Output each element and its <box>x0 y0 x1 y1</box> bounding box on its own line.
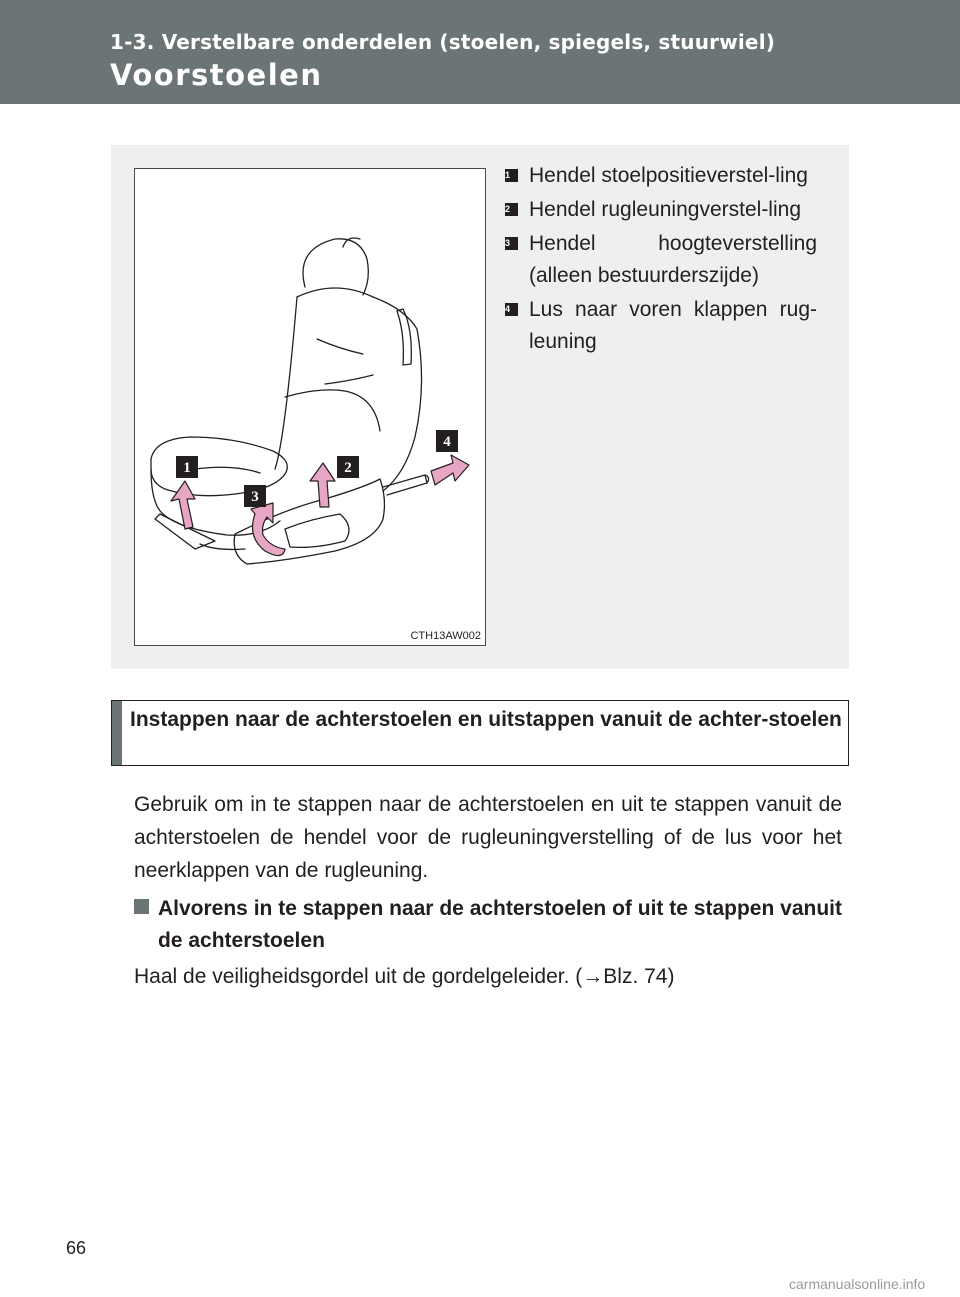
page-header <box>0 0 960 104</box>
seat-drawing <box>135 169 485 645</box>
callout-4-label: 4 <box>443 434 451 450</box>
legend-label: Hendel hoogteverstelling (alleen bestuurderszijde) <box>529 232 817 287</box>
legend-number: 4 <box>505 303 518 316</box>
seat-cushion-top <box>151 437 287 496</box>
section-title: 1-3. Verstelbare onderdelen (stoelen, spiegels, stuurwiel) <box>110 30 776 54</box>
recline-lever <box>383 475 427 495</box>
watermark: carmanualsonline.info <box>789 1276 926 1292</box>
seat-back-left-edge <box>275 297 297 469</box>
legend-item <box>505 294 817 358</box>
legend-item <box>505 194 817 226</box>
seat-illustration <box>134 168 486 646</box>
legend-number: 1 <box>505 169 518 182</box>
callout-1-label: 1 <box>183 460 191 476</box>
lever-pocket <box>285 514 349 547</box>
callout-3-label: 3 <box>251 489 259 505</box>
reference-paragraph: Haal de veiligheidsgordel uit de gordelgeleider. (→Blz. 74) <box>134 965 675 988</box>
bullet-heading <box>134 893 842 957</box>
legend-label: Hendel stoelpositieverstel-ling <box>529 164 808 187</box>
square-bullet-icon <box>134 899 149 914</box>
arrow-2-recline <box>310 463 335 507</box>
subsection-title: Instappen naar de achterstoelen en uitstappen vanuit de achter-stoelen <box>130 708 842 731</box>
legend-number: 2 <box>505 203 518 216</box>
legend-label: Lus naar voren klappen rug-leuning <box>529 298 817 353</box>
body-paragraph: Gebruik om in te stappen naar de achterstoelen en uit te stappen vanuit de achterstoelen de hendel voor de rugleuningverstelling of de lus voor het neerklappen van de rugleuning. <box>134 793 842 882</box>
legend-item <box>505 160 817 192</box>
figure-code: CTH13AW002 <box>410 630 481 642</box>
legend-item <box>505 228 817 292</box>
side-loop <box>397 309 411 365</box>
seat-back-outline <box>297 288 422 491</box>
arrow-3-height <box>251 503 285 556</box>
legend-number: 3 <box>505 237 518 250</box>
headrest <box>303 239 368 295</box>
arrow-4-fold <box>431 455 469 485</box>
subsection-heading <box>111 700 849 766</box>
figure-legend <box>505 160 817 360</box>
callout-2-label: 2 <box>344 460 352 476</box>
bullet-heading-text: Alvorens in te stappen naar de achterstoelen of uit te stappen vanuit de achterstoelen <box>158 897 842 952</box>
page-number: 66 <box>66 1238 87 1258</box>
page-title: Voorstoelen <box>110 58 323 92</box>
heading-accent-bar <box>112 701 122 765</box>
legend-label: Hendel rugleuningverstel-ling <box>529 198 801 221</box>
